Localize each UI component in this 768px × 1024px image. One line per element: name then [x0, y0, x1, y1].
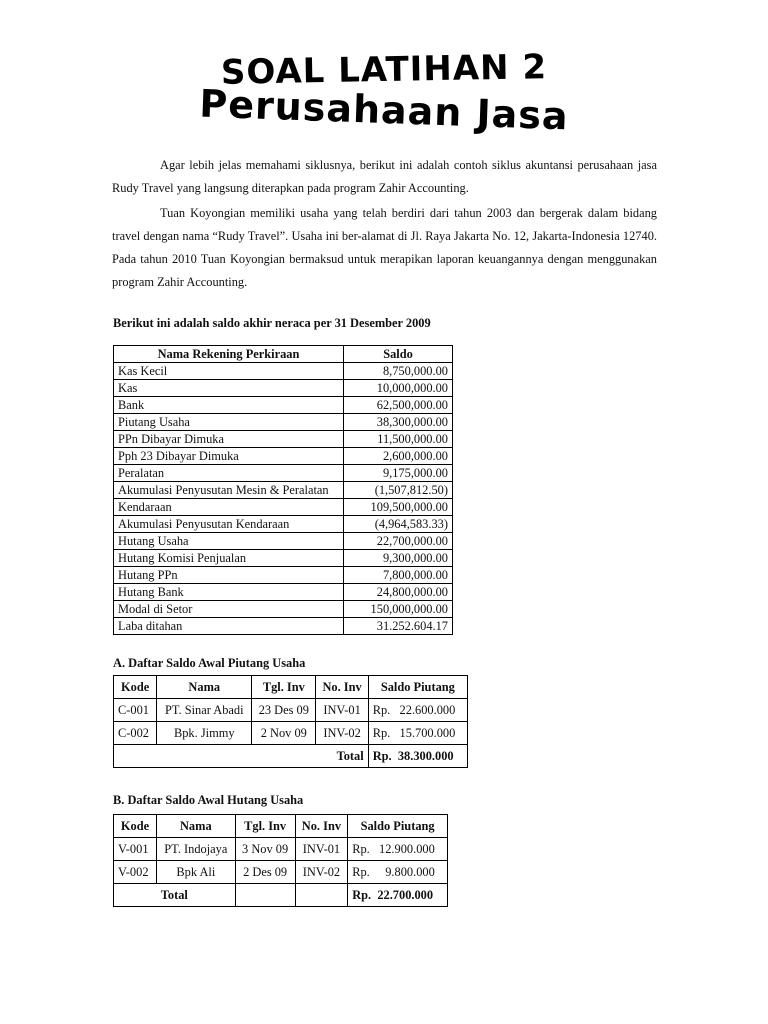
payables-table: [113, 814, 448, 907]
table-row: [114, 533, 453, 550]
table-row: [114, 363, 453, 380]
column-header: Kode: [114, 815, 157, 838]
kode-cell: V-002: [114, 861, 157, 884]
total-value: Rp. 22.700.000: [348, 884, 448, 907]
balance-value-cell: 8,750,000.00: [344, 363, 453, 380]
table-row: [114, 448, 453, 465]
account-name-cell: Bank: [114, 397, 344, 414]
column-header: Tgl. Inv: [235, 815, 295, 838]
column-header: No. Inv: [295, 815, 348, 838]
payables-heading: B. Daftar Saldo Awal Hutang Usaha: [113, 793, 304, 807]
column-header: Saldo Piutang: [348, 815, 448, 838]
column-header: Saldo Piutang: [368, 676, 467, 699]
balance-value-cell: 9,300,000.00: [344, 550, 453, 567]
kode-cell: C-001: [114, 699, 157, 722]
balance-heading: Berikut ini adalah saldo akhir neraca per 31 Desember 2009: [113, 316, 431, 330]
account-name-cell: Piutang Usaha: [114, 414, 344, 431]
column-header: Saldo: [344, 346, 453, 363]
table-row: [114, 397, 453, 414]
balance-value-cell: 9,175,000.00: [344, 465, 453, 482]
saldo-cell: Rp. 15.700.000: [368, 722, 467, 745]
table-row: [114, 618, 453, 635]
total-row: [114, 884, 448, 907]
account-name-cell: PPn Dibayar Dimuka: [114, 431, 344, 448]
account-name-cell: Hutang PPn: [114, 567, 344, 584]
intro-paragraph: Agar lebih jelas memahami siklusnya, berikut ini adalah contoh siklus akuntansi perusahaan jasa Rudy Travel yang langsung diterapkan pada program Zahir Accounting.: [112, 158, 657, 195]
column-header: Nama: [157, 815, 236, 838]
table-row: [114, 431, 453, 448]
table-header-row: [114, 815, 448, 838]
table-row: [114, 722, 468, 745]
total-label: Total: [114, 884, 236, 907]
balance-value-cell: 22,700,000.00: [344, 533, 453, 550]
account-name-cell: Hutang Usaha: [114, 533, 344, 550]
balance-value-cell: (1,507,812.50): [344, 482, 453, 499]
account-name-cell: Laba ditahan: [114, 618, 344, 635]
total-value: Rp. 38.300.000: [368, 745, 467, 768]
table-row: [114, 499, 453, 516]
balance-value-cell: 2,600,000.00: [344, 448, 453, 465]
table-row: [114, 584, 453, 601]
balance-value-cell: 150,000,000.00: [344, 601, 453, 618]
nama-cell: Bpk Ali: [157, 861, 236, 884]
inv-cell: INV-02: [316, 722, 368, 745]
account-name-cell: Modal di Setor: [114, 601, 344, 618]
inv-cell: INV-02: [295, 861, 348, 884]
column-header: Kode: [114, 676, 157, 699]
total-label: Total: [114, 745, 369, 768]
table-row: [114, 516, 453, 533]
account-name-cell: Kas: [114, 380, 344, 397]
table-row: [114, 601, 453, 618]
kode-cell: V-001: [114, 838, 157, 861]
balance-value-cell: 10,000,000.00: [344, 380, 453, 397]
table-header-row: [114, 676, 468, 699]
column-header: Nama Rekening Perkiraan: [114, 346, 344, 363]
account-name-cell: Peralatan: [114, 465, 344, 482]
balance-value-cell: 31.252.604.17: [344, 618, 453, 635]
table-row: [114, 838, 448, 861]
balance-value-cell: 11,500,000.00: [344, 431, 453, 448]
inv-cell: INV-01: [295, 838, 348, 861]
tgl-cell: 23 Des 09: [252, 699, 316, 722]
table-row: [114, 550, 453, 567]
tgl-cell: 2 Des 09: [235, 861, 295, 884]
empty-cell: [295, 884, 348, 907]
table-row: [114, 567, 453, 584]
account-name-cell: Akumulasi Penyusutan Kendaraan: [114, 516, 344, 533]
table-row: [114, 482, 453, 499]
nama-cell: PT. Sinar Abadi: [157, 699, 252, 722]
saldo-cell: Rp. 12.900.000: [348, 838, 448, 861]
tgl-cell: 2 Nov 09: [252, 722, 316, 745]
saldo-cell: Rp. 9.800.000: [348, 861, 448, 884]
table-row: [114, 699, 468, 722]
nama-cell: Bpk. Jimmy: [157, 722, 252, 745]
balance-value-cell: 7,800,000.00: [344, 567, 453, 584]
page-title: SOAL LATIHAN 2: [220, 47, 548, 93]
total-row: [114, 745, 468, 768]
account-name-cell: Pph 23 Dibayar Dimuka: [114, 448, 344, 465]
balance-value-cell: 109,500,000.00: [344, 499, 453, 516]
account-name-cell: Kas Kecil: [114, 363, 344, 380]
tgl-cell: 3 Nov 09: [235, 838, 295, 861]
account-name-cell: Kendaraan: [114, 499, 344, 516]
account-name-cell: Hutang Komisi Penjualan: [114, 550, 344, 567]
nama-cell: PT. Indojaya: [157, 838, 236, 861]
table-row: [114, 414, 453, 431]
balance-value-cell: 24,800,000.00: [344, 584, 453, 601]
saldo-cell: Rp. 22.600.000: [368, 699, 467, 722]
balance-value-cell: 38,300,000.00: [344, 414, 453, 431]
kode-cell: C-002: [114, 722, 157, 745]
page-subtitle: Perusahaan Jasa: [198, 81, 570, 139]
table-row: [114, 465, 453, 482]
column-header: Nama: [157, 676, 252, 699]
balance-table: [113, 345, 453, 635]
balance-value-cell: 62,500,000.00: [344, 397, 453, 414]
column-header: No. Inv: [316, 676, 368, 699]
balance-value-cell: (4,964,583.33): [344, 516, 453, 533]
company-paragraph: Tuan Koyongian memiliki usaha yang telah berdiri dari tahun 2003 dan bergerak dalam bidang travel dengan nama “Rudy Travel”. Usaha ini ber-alamat di Jl. Raya Jakarta No. 12, Jakarta-Indonesia 12740. Pada tahun 2010 Tuan Koyongian bermaksud untuk merapikan laporan keuangannya dengan menggunakan program Zahir Accounting.: [112, 206, 657, 289]
table-row: [114, 380, 453, 397]
receivables-heading: A. Daftar Saldo Awal Piutang Usaha: [113, 656, 306, 670]
receivables-table: [113, 675, 468, 768]
table-row: [114, 861, 448, 884]
account-name-cell: Akumulasi Penyusutan Mesin & Peralatan: [114, 482, 344, 499]
account-name-cell: Hutang Bank: [114, 584, 344, 601]
empty-cell: [235, 884, 295, 907]
column-header: Tgl. Inv: [252, 676, 316, 699]
inv-cell: INV-01: [316, 699, 368, 722]
table-header-row: [114, 346, 453, 363]
